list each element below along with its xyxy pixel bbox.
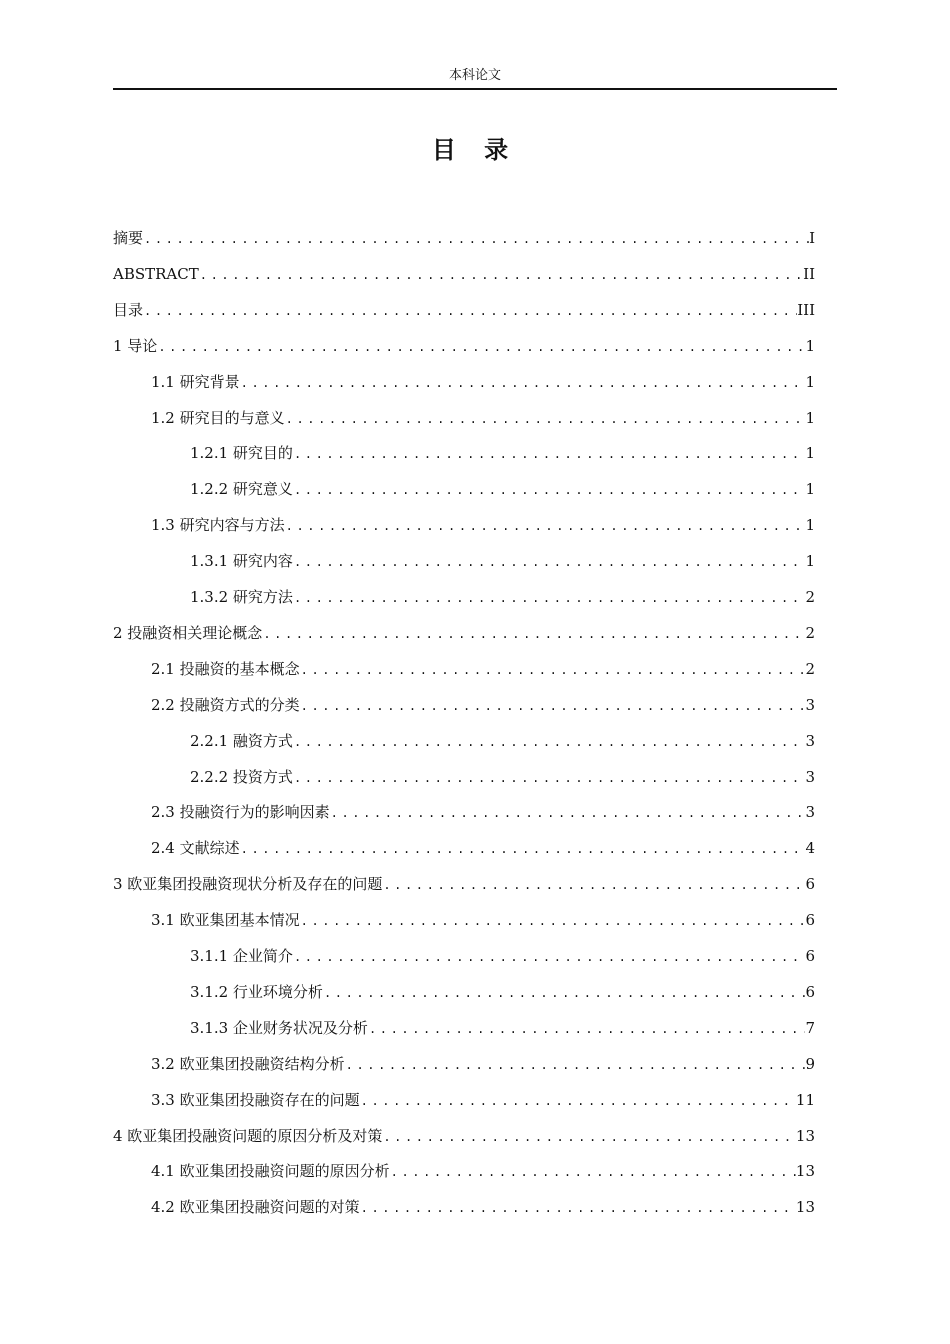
toc-entry-title: 3.1.3 企业财务状况及分析 — [190, 1019, 368, 1037]
toc-dot-leader — [293, 945, 806, 969]
toc-entry-title: 3.1.2 行业环境分析 — [190, 983, 323, 1001]
toc-dot-leader — [390, 1160, 796, 1184]
toc-entry[interactable] — [151, 1159, 815, 1183]
toc-entry-page-number: 7 — [805, 1019, 815, 1037]
toc-entry-page-number: 6 — [805, 947, 815, 965]
toc-entry-title: 2 投融资相关理论概念 — [113, 624, 263, 642]
toc-entry[interactable] — [190, 1016, 815, 1040]
toc-entry-title: 4.1 欧亚集团投融资问题的原因分析 — [151, 1162, 390, 1180]
toc-entry-page-number: 11 — [795, 1091, 815, 1109]
toc-entry[interactable] — [190, 729, 815, 753]
toc-entry-title: 摘要 — [113, 229, 144, 247]
toc-dot-leader — [240, 837, 806, 861]
toc-entry-page-number: 1 — [805, 444, 815, 462]
toc-dot-leader — [285, 514, 806, 538]
toc-entry-title: ABSTRACT — [113, 265, 199, 283]
toc-entry-title: 3 欧亚集团投融资现状分析及存在的问题 — [113, 875, 383, 893]
toc-entry-page-number: 1 — [805, 516, 815, 534]
toc-entry-page-number: 9 — [805, 1055, 815, 1073]
toc-entry[interactable] — [113, 226, 815, 250]
toc-entry[interactable] — [151, 406, 815, 430]
toc-entry[interactable] — [190, 980, 815, 1004]
toc-entry[interactable] — [151, 693, 815, 717]
toc-entry-title: 3.1 欧亚集团基本情况 — [151, 911, 300, 929]
toc-entry[interactable] — [151, 1088, 815, 1112]
toc-entry[interactable] — [151, 370, 815, 394]
toc-dot-leader — [143, 299, 797, 323]
toc-entry-title: 4 欧亚集团投融资问题的原因分析及对策 — [113, 1127, 383, 1145]
toc-entry[interactable] — [113, 621, 815, 645]
toc-entry-title: 目录 — [113, 301, 144, 319]
toc-entry-title: 1.3 研究内容与方法 — [151, 516, 285, 534]
toc-dot-leader — [157, 335, 805, 359]
toc-entry-page-number: 6 — [805, 983, 815, 1001]
toc-dot-leader — [300, 658, 806, 682]
toc-entry-page-number: 1 — [805, 552, 815, 570]
toc-dot-leader — [345, 1053, 806, 1077]
toc-dot-leader — [199, 263, 803, 287]
toc-entry-title: 1.2 研究目的与意义 — [151, 409, 285, 427]
toc-dot-leader — [360, 1089, 796, 1113]
toc-entry-page-number: 1 — [805, 480, 815, 498]
toc-entry-page-number: 1 — [805, 337, 815, 355]
toc-dot-leader — [293, 766, 806, 790]
toc-dot-leader — [240, 371, 806, 395]
toc-dot-leader — [143, 227, 809, 251]
toc-dot-leader — [285, 407, 806, 431]
toc-entry-title: 1.3.2 研究方法 — [190, 588, 293, 606]
toc-entry-page-number: 3 — [805, 768, 815, 786]
toc-entry-page-number: 13 — [795, 1127, 815, 1145]
toc-dot-leader — [293, 586, 806, 610]
toc-entry-title: 3.2 欧亚集团投融资结构分析 — [151, 1055, 345, 1073]
toc-entry[interactable] — [113, 1124, 815, 1148]
toc-entry[interactable] — [113, 262, 815, 286]
toc-entry[interactable] — [151, 513, 815, 537]
toc-entry-page-number: 13 — [795, 1162, 815, 1180]
toc-entry[interactable] — [190, 944, 815, 968]
toc-entry-title: 2.3 投融资行为的影响因素 — [151, 803, 330, 821]
toc-entry[interactable] — [190, 585, 815, 609]
toc-entry-page-number: III — [797, 301, 815, 319]
toc-entry-title: 2.2.2 投资方式 — [190, 768, 293, 786]
toc-entry-title: 2.4 文献综述 — [151, 839, 240, 857]
toc-entry-page-number: 3 — [805, 696, 815, 714]
toc-entry-title: 1.1 研究背景 — [151, 373, 240, 391]
toc-entry-page-number: I — [809, 229, 815, 247]
toc-entry-title: 1.3.1 研究内容 — [190, 552, 293, 570]
toc-entry[interactable] — [190, 441, 815, 465]
toc-entry-page-number: 4 — [805, 839, 815, 857]
toc-entry-page-number: 1 — [805, 373, 815, 391]
toc-entry-title: 4.2 欧亚集团投融资问题的对策 — [151, 1198, 360, 1216]
toc-entry[interactable] — [190, 477, 815, 501]
toc-entry-page-number: II — [803, 265, 815, 283]
toc-dot-leader — [368, 1017, 806, 1041]
toc-entry[interactable] — [151, 908, 815, 932]
toc-entry-page-number: 2 — [805, 624, 815, 642]
toc-entry-title: 1.2.1 研究目的 — [190, 444, 293, 462]
toc-entry-page-number: 13 — [795, 1198, 815, 1216]
toc-entry[interactable] — [151, 800, 815, 824]
toc-entry[interactable] — [113, 334, 815, 358]
toc-entry-title: 3.3 欧亚集团投融资存在的问题 — [151, 1091, 360, 1109]
toc-entry-title: 1.2.2 研究意义 — [190, 480, 293, 498]
toc-dot-leader — [293, 442, 806, 466]
toc-dot-leader — [323, 981, 806, 1005]
toc-dot-leader — [293, 550, 806, 574]
toc-entry-page-number: 2 — [805, 588, 815, 606]
toc-dot-leader — [330, 801, 806, 825]
toc-entry-page-number: 3 — [805, 803, 815, 821]
toc-title: 目 录 — [431, 136, 519, 164]
toc-entry-page-number: 1 — [805, 409, 815, 427]
toc-entry[interactable] — [113, 872, 815, 896]
toc-dot-leader — [300, 909, 806, 933]
toc-entry-title: 2.2.1 融资方式 — [190, 732, 293, 750]
toc-entry-title: 1 导论 — [113, 337, 158, 355]
toc-dot-leader — [293, 730, 806, 754]
toc-entry-page-number: 2 — [805, 660, 815, 678]
toc-entry[interactable] — [113, 298, 815, 322]
toc-entry[interactable] — [151, 657, 815, 681]
toc-dot-leader — [293, 478, 806, 502]
toc-entry-title: 3.1.1 企业简介 — [190, 947, 293, 965]
toc-entry-title: 2.1 投融资的基本概念 — [151, 660, 300, 678]
running-header: 本科论文 — [113, 66, 837, 90]
toc-entry-page-number: 6 — [805, 875, 815, 893]
toc-entry-title: 2.2 投融资方式的分类 — [151, 696, 300, 714]
toc-entry-page-number: 6 — [805, 911, 815, 929]
toc-dot-leader — [300, 694, 806, 718]
toc-entry[interactable] — [151, 1195, 815, 1219]
toc-entry[interactable] — [190, 549, 815, 573]
toc-entry-page-number: 3 — [805, 732, 815, 750]
toc-dot-leader — [262, 622, 805, 646]
toc-dot-leader — [382, 1125, 796, 1149]
toc-dot-leader — [382, 873, 805, 897]
toc-entry[interactable] — [151, 1052, 815, 1076]
toc-entry[interactable] — [190, 765, 815, 789]
toc-entry[interactable] — [151, 836, 815, 860]
toc-dot-leader — [360, 1196, 796, 1220]
